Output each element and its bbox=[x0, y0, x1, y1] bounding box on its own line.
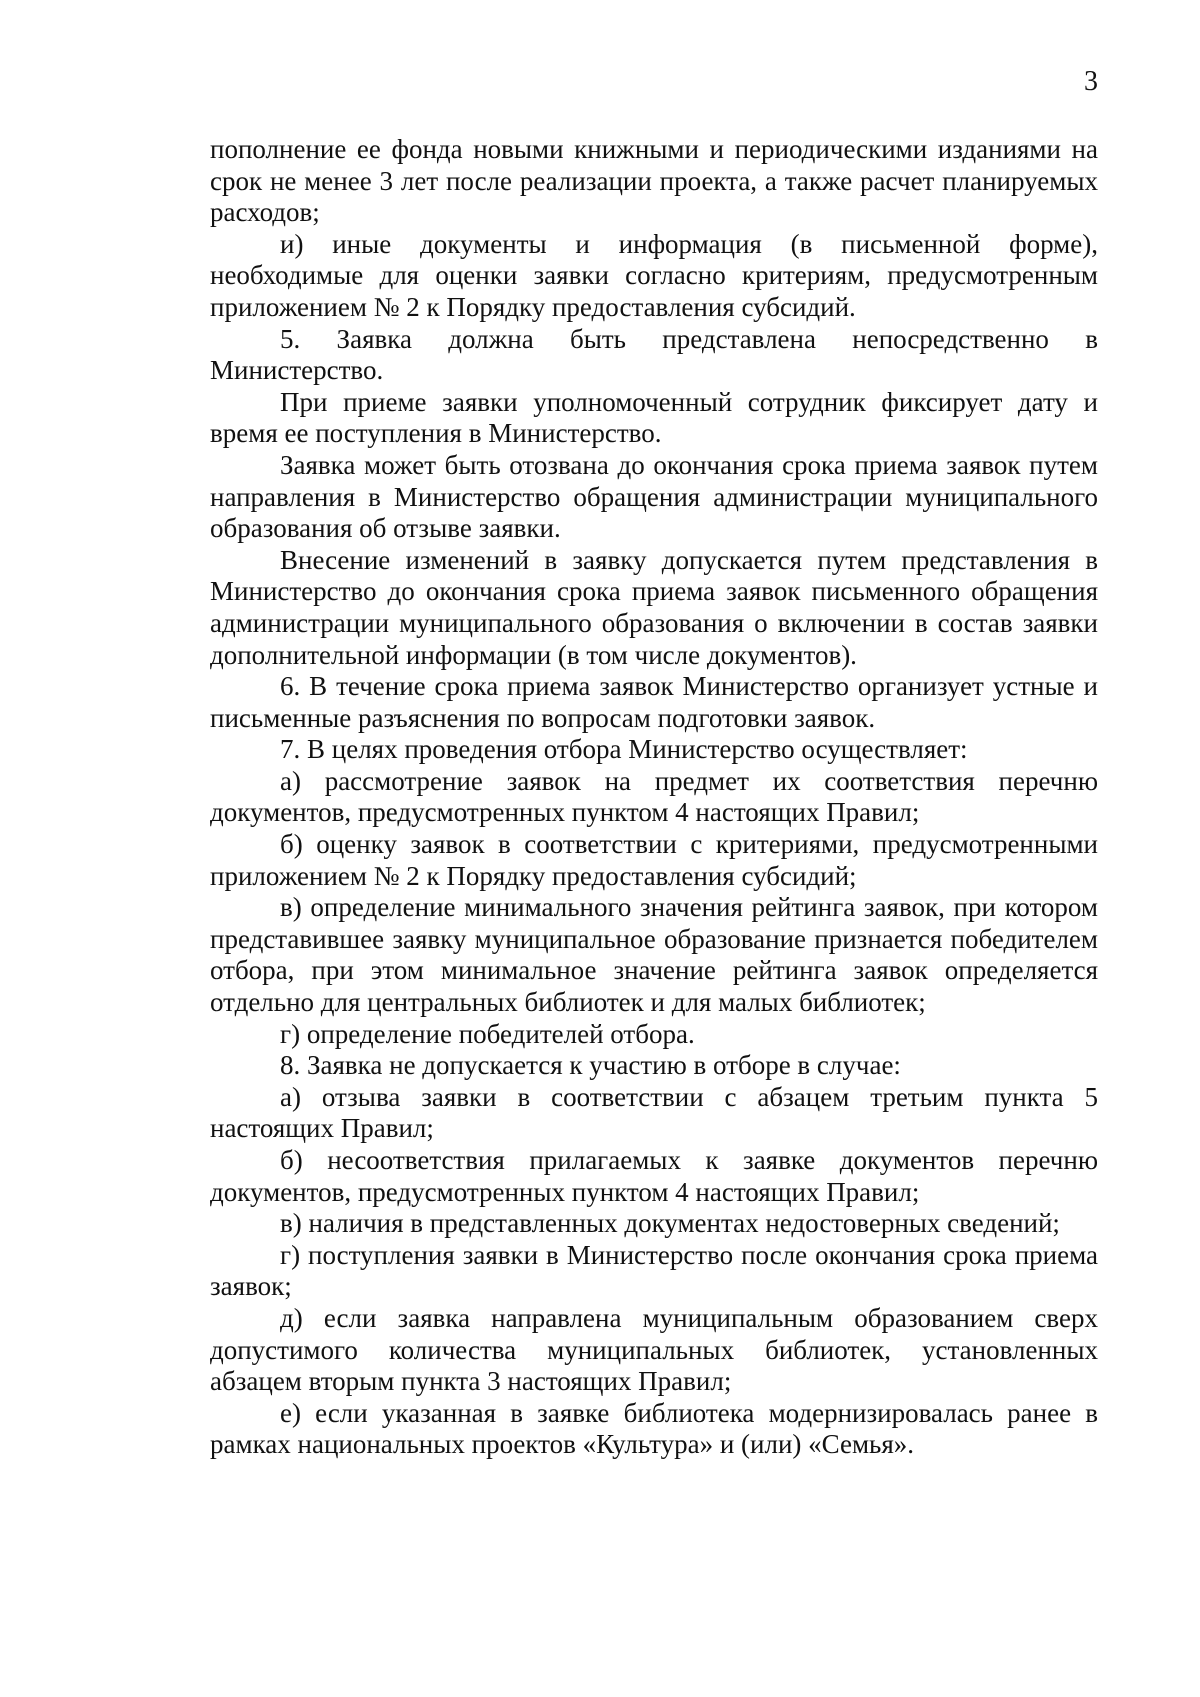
paragraph-clause-7-v: в) определение минимального значения рейтинга заявок, при котором представившее заявку муниципальное образование признается победителем отбора, при этом минимальное значение рейтинга заявок определяется отдельно для центральных библиотек и для малых библиотек; bbox=[210, 892, 1098, 1018]
paragraph-clause-6: 6. В течение срока приема заявок Министерство организует устные и письменные разъяснения по вопросам подготовки заявок. bbox=[210, 671, 1098, 733]
paragraph-clause-8-a: а) отзыва заявки в соответствии с абзацем третьим пункта 5 настоящих Правил; bbox=[210, 1081, 1098, 1144]
paragraph-continuation: пополнение ее фонда новыми книжными и периодическими изданиями на срок не менее 3 лет после реализации проекта, а также расчет планируемых расходов; bbox=[210, 134, 1098, 228]
page-number: 3 bbox=[1084, 66, 1098, 97]
paragraph-clause-8-v: в) наличия в представленных документах недостоверных сведений; bbox=[280, 1208, 1060, 1239]
paragraph-clause-8: 8. Заявка не допускается к участию в отборе в случае: bbox=[280, 1050, 901, 1081]
paragraph-clause-5-changes: Внесение изменений в заявку допускается путем представления в Министерство до окончания срока приема заявок письменного обращения администрации муниципального образования о включении в состав заявки дополнительной информации (в том числе документов). bbox=[210, 544, 1098, 670]
paragraph-clause-8-d: д) если заявка направлена муниципальным образованием сверх допустимого количества муниципальных библиотек, установленных абзацем вторым пункта 3 настоящих Правил; bbox=[210, 1302, 1098, 1397]
document-body bbox=[210, 134, 1098, 1461]
paragraph-clause-8-e: е) если указанная в заявке библиотека модернизировалась ранее в рамках национальных проектов «Культура» и (или) «Семья». bbox=[210, 1397, 1098, 1460]
paragraph-clause-7-a: а) рассмотрение заявок на предмет их соответствия перечню документов, предусмотренных пунктом 4 настоящих Правил; bbox=[210, 765, 1098, 828]
paragraph-clause-7-g: г) определение победителей отбора. bbox=[280, 1018, 695, 1049]
paragraph-clause-7: 7. В целях проведения отбора Министерство осуществляет: bbox=[280, 734, 968, 765]
paragraph-clause-5-withdrawal: Заявка может быть отозвана до окончания срока приема заявок путем направления в Министерство обращения администрации муниципального образования об отзыве заявки. bbox=[210, 449, 1098, 544]
paragraph-item-i: и) иные документы и информация (в письменной форме), необходимые для оценки заявки согласно критериям, предусмотренным приложением № 2 к Порядку предоставления субсидий. bbox=[210, 228, 1098, 322]
paragraph-clause-8-b: б) несоответствия прилагаемых к заявке документов перечню документов, предусмотренных пунктом 4 настоящих Правил; bbox=[210, 1145, 1098, 1207]
paragraph-clause-5: 5. Заявка должна быть представлена непосредственно в Министерство. bbox=[210, 323, 1098, 386]
paragraph-clause-7-b: б) оценку заявок в соответствии с критериями, предусмотренными приложением № 2 к Порядку предоставления субсидий; bbox=[210, 829, 1098, 891]
paragraph-clause-8-g: г) поступления заявки в Министерство после окончания срока приема заявок; bbox=[210, 1239, 1098, 1302]
paragraph-clause-5-receipt: При приеме заявки уполномоченный сотрудник фиксирует дату и время ее поступления в Министерство. bbox=[210, 386, 1098, 449]
